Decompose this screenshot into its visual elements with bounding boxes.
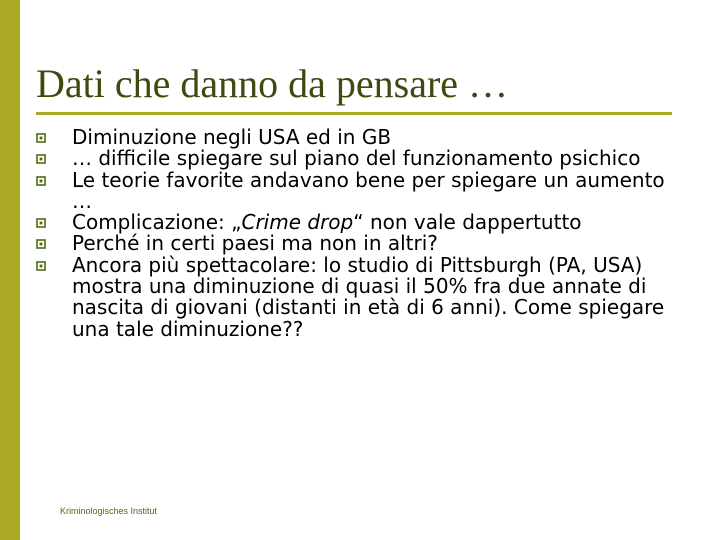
bullet-item <box>36 148 686 169</box>
bullet-text: Perché in certi paesi ma non in altri? <box>72 231 438 256</box>
bullet-item <box>36 252 686 341</box>
footer-institute: Kriminologisches Institut <box>60 506 158 516</box>
hollow-square-bullet-icon <box>36 127 72 143</box>
hollow-square-bullet-icon <box>36 212 72 228</box>
title-underline <box>36 112 672 115</box>
hollow-square-bullet-icon <box>36 233 72 249</box>
bullet-text: … difficile spiegare sul piano del funzionamento psichico <box>72 146 641 171</box>
bullet-item <box>36 167 686 213</box>
bullet-item <box>36 212 686 233</box>
bullet-text <box>72 212 686 233</box>
bullet-text-after: “ non vale dappertutto <box>353 210 582 235</box>
bullet-item <box>36 233 686 254</box>
bullet-text: Le teorie favorite andavano bene per spiegare un aumento … <box>72 167 665 213</box>
bullet-text: Ancora più spettacolare: lo studio di Pittsburgh (PA, USA) mostra una diminuzione di quasi il 50% fra due annate di nascita di giovani (distanti in età di 6 anni). Come spiegare una tale diminuzione?? <box>72 252 665 341</box>
bullet-item <box>36 127 686 148</box>
hollow-square-bullet-icon <box>36 255 72 271</box>
slide-title: Dati che danno da pensare … <box>36 61 509 106</box>
bullet-text-italic: Crime drop <box>241 210 354 235</box>
bullet-list <box>36 127 686 340</box>
bullet-text-before: Complicazione: „ <box>72 210 242 235</box>
hollow-square-bullet-icon <box>36 170 72 186</box>
bullet-text: Diminuzione negli USA ed in GB <box>72 125 392 149</box>
hollow-square-bullet-icon <box>36 148 72 164</box>
side-accent-bar <box>0 0 20 540</box>
